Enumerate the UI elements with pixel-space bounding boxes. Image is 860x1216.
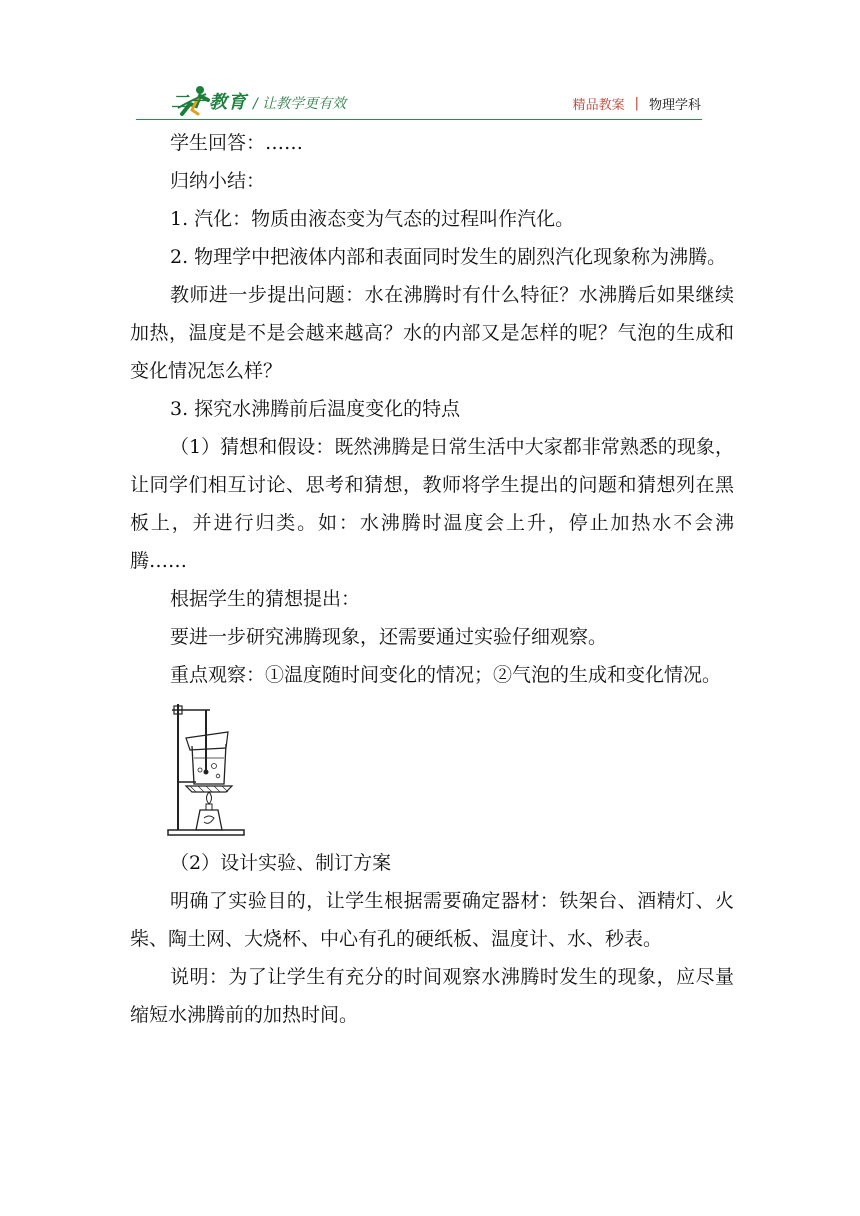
logo-text: 二一教育 bbox=[171, 92, 247, 113]
boiling-experiment-apparatus bbox=[166, 700, 256, 840]
paragraph: 归纳小结： bbox=[170, 170, 266, 192]
subject-label: 物理学科 bbox=[648, 98, 701, 113]
header-right bbox=[573, 94, 701, 113]
paragraph: 说明：为了让学生有充分的时间观察水沸腾时发生的现象，应尽量缩短水沸腾前的加热时间。 bbox=[130, 966, 734, 1026]
paragraph: 1. 汽化：物质由液态变为气态的过程叫作汽化。 bbox=[170, 208, 575, 230]
paragraph: 根据学生的猜想提出： bbox=[170, 588, 361, 610]
paragraph: 重点观察：①温度随时间变化的情况；②气泡的生成和变化情况。 bbox=[170, 664, 722, 686]
paragraph: （1）猜想和假设：既然沸腾是日常生活中大家都非常熟悉的现象，让同学们相互讨论、思考和猜想，教师将学生提出的问题和猜想列在黑板上，并进行归类。如：水沸腾时温度会上升，停止加热水不会沸腾…… bbox=[130, 436, 734, 572]
brand-label: 精品教案 bbox=[572, 98, 625, 113]
experiment-figure bbox=[166, 700, 734, 842]
paragraph: 明确了实验目的，让学生根据需要确定器材：铁架台、酒精灯、火柴、陶土网、大烧杯、中心有孔的硬纸板、温度计、水、秒表。 bbox=[130, 890, 734, 950]
slogan: / 让教学更有效 bbox=[253, 96, 347, 112]
paragraph: 要进一步研究沸腾现象，还需要通过实验仔细观察。 bbox=[170, 626, 608, 648]
paragraph: 2. 物理学中把液体内部和表面同时发生的剧烈汽化现象称为沸腾。 bbox=[170, 246, 727, 268]
header-separator: | bbox=[634, 96, 639, 111]
paragraph: 教师进一步提出问题：水在沸腾时有什么特征？水沸腾后如果继续加热，温度是不是会越来越高？水的内部又是怎样的呢？气泡的生成和变化情况怎么样？ bbox=[130, 284, 734, 382]
page-header bbox=[0, 0, 860, 120]
header-divider bbox=[136, 119, 702, 120]
paragraph: 3. 探究水沸腾前后温度变化的特点 bbox=[170, 398, 461, 420]
paragraph: （2）设计实验、制订方案 bbox=[170, 852, 392, 874]
document-body bbox=[130, 124, 734, 1034]
paragraph: 学生回答：…… bbox=[170, 132, 304, 154]
